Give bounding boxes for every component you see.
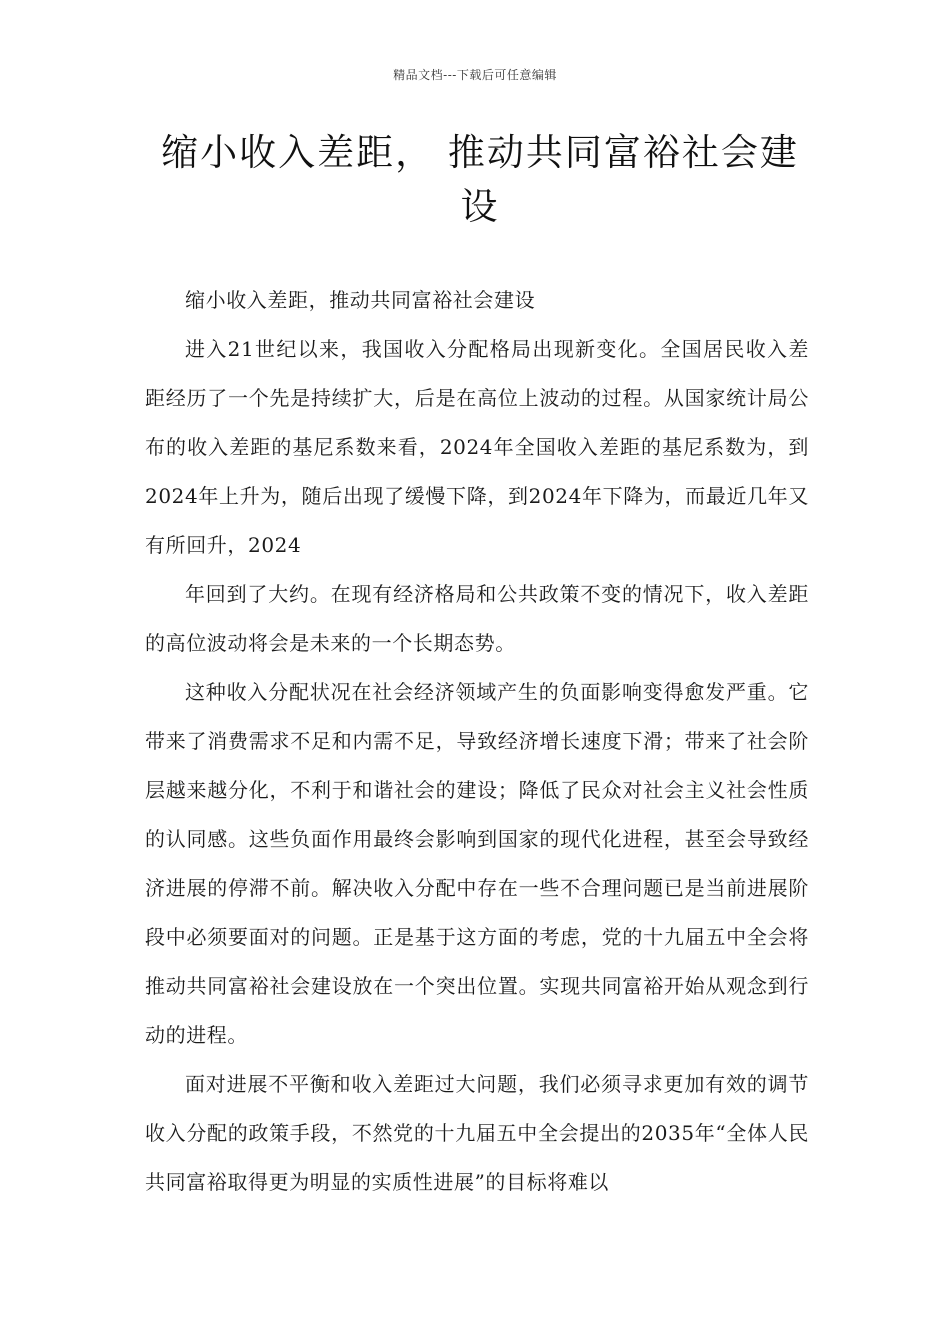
- title-line-2: 设: [460, 185, 500, 228]
- header-note: 精品文档---下载后可任意编辑: [393, 68, 557, 82]
- document-body: [145, 276, 809, 1207]
- paragraph: 面对进展不平衡和收入差距过大问题，我们必须寻求更加有效的调节收入分配的政策手段，不然党的十九届五中全会提出的2035年“全体人民共同富裕取得更为明显的实质性进展”的目标将难以: [145, 1072, 809, 1194]
- title-line-1: 缩小收入差距， 推动共同富裕社会建: [161, 131, 799, 174]
- paragraph-subtitle: 缩小收入差距，推动共同富裕社会建设: [185, 288, 536, 312]
- paragraph: 年回到了大约。在现有经济格局和公共政策不变的情况下，收入差距的高位波动将会是未来的一个长期态势。: [145, 582, 809, 655]
- paragraph: 进入21世纪以来，我国收入分配格局出现新变化。全国居民收入差距经历了一个先是持续扩大，后是在高位上波动的过程。从国家统计局公布的收入差距的基尼系数来看，2024年全国收入差距的基尼系数为，到2024年上升为，随后出现了缓慢下降，到2024年下降为，而最近几年又有所回升，2024: [145, 337, 809, 557]
- paragraph: 这种收入分配状况在社会经济领域产生的负面影响变得愈发严重。它带来了消费需求不足和内需不足，导致经济增长速度下滑；带来了社会阶层越来越分化，不利于和谐社会的建设；降低了民众对社会主义社会性质的认同感。这些负面作用最终会影响到国家的现代化进程，甚至会导致经济进展的停滞不前。解决收入分配中存在一些不合理问题已是当前进展阶段中必须要面对的问题。正是基于这方面的考虑，党的十九届五中全会将推动共同富裕社会建设放在一个突出位置。实现共同富裕开始从观念到行动的进程。: [145, 680, 809, 1047]
- document-title: [150, 126, 810, 234]
